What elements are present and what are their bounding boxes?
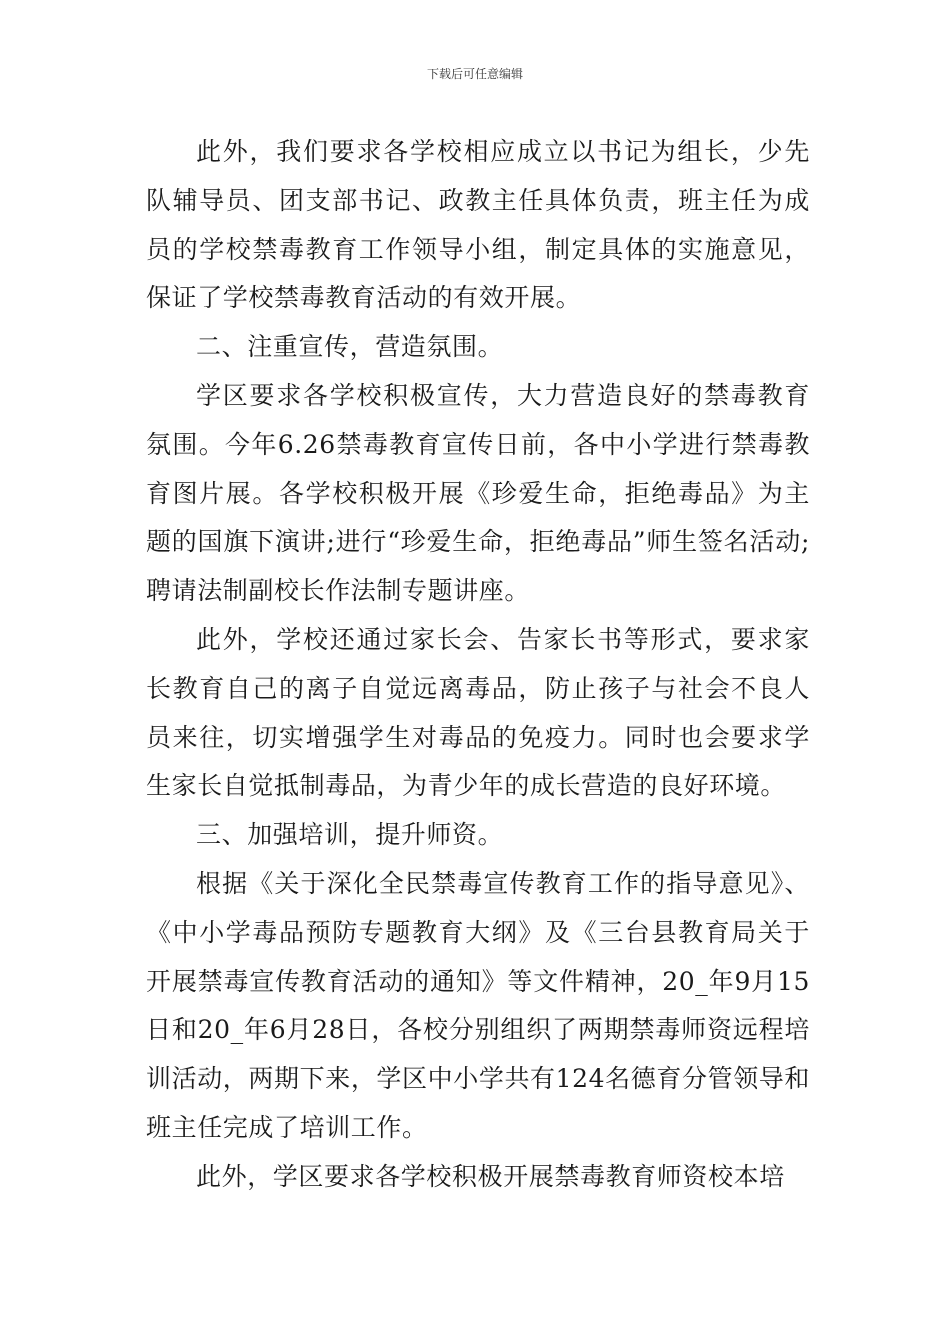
page-header: 下载后可任意编辑 — [426, 67, 523, 81]
document-body — [146, 128, 810, 1202]
paragraph-school-training: 此外，学区要求各学校积极开展禁毒教育师资校本培 — [196, 1161, 785, 1191]
paragraph-publicity: 学区要求各学校积极宣传，大力营造良好的禁毒教育氛围。今年6.26禁毒教育宣传日前，各中小学进行禁毒教育图片展。各学校积极开展《珍爱生命，拒绝毒品》为主题的国旗下演讲;进行“珍爱生命，拒绝毒品”师生签名活动;聘请法制副校长作法制专题讲座。 — [146, 380, 810, 606]
paragraph-leadership-group: 此外，我们要求各学校相应成立以书记为组长，少先队辅导员、团支部书记、政教主任具体负责，班主任为成员的学校禁毒教育工作领导小组，制定具体的实施意见，保证了学校禁毒教育活动的有效开展。 — [146, 137, 810, 313]
section-heading-publicity: 二、注重宣传，营造氛围。 — [196, 332, 504, 362]
paragraph-parents: 此外，学校还通过家长会、告家长书等形式，要求家长教育自己的离子自觉远离毒品，防止孩子与社会不良人员来往，切实增强学生对毒品的免疫力。同时也会要求学生家长自觉抵制毒品，为青少年的成长营造的良好环境。 — [146, 624, 810, 801]
paragraph-training: 根据《关于深化全民禁毒宣传教育工作的指导意见》、《中小学毒品预防专题教育大纲》及《三台县教育局关于开展禁毒宣传教育活动的通知》等文件精神，20_年9月15日和20_年6月28日，各校分别组织了两期禁毒师资远程培训活动，两期下来，学区中小学共有124名德育分管领导和班主任完成了培训工作。 — [146, 868, 810, 1142]
section-heading-training: 三、加强培训，提升师资。 — [196, 820, 504, 850]
